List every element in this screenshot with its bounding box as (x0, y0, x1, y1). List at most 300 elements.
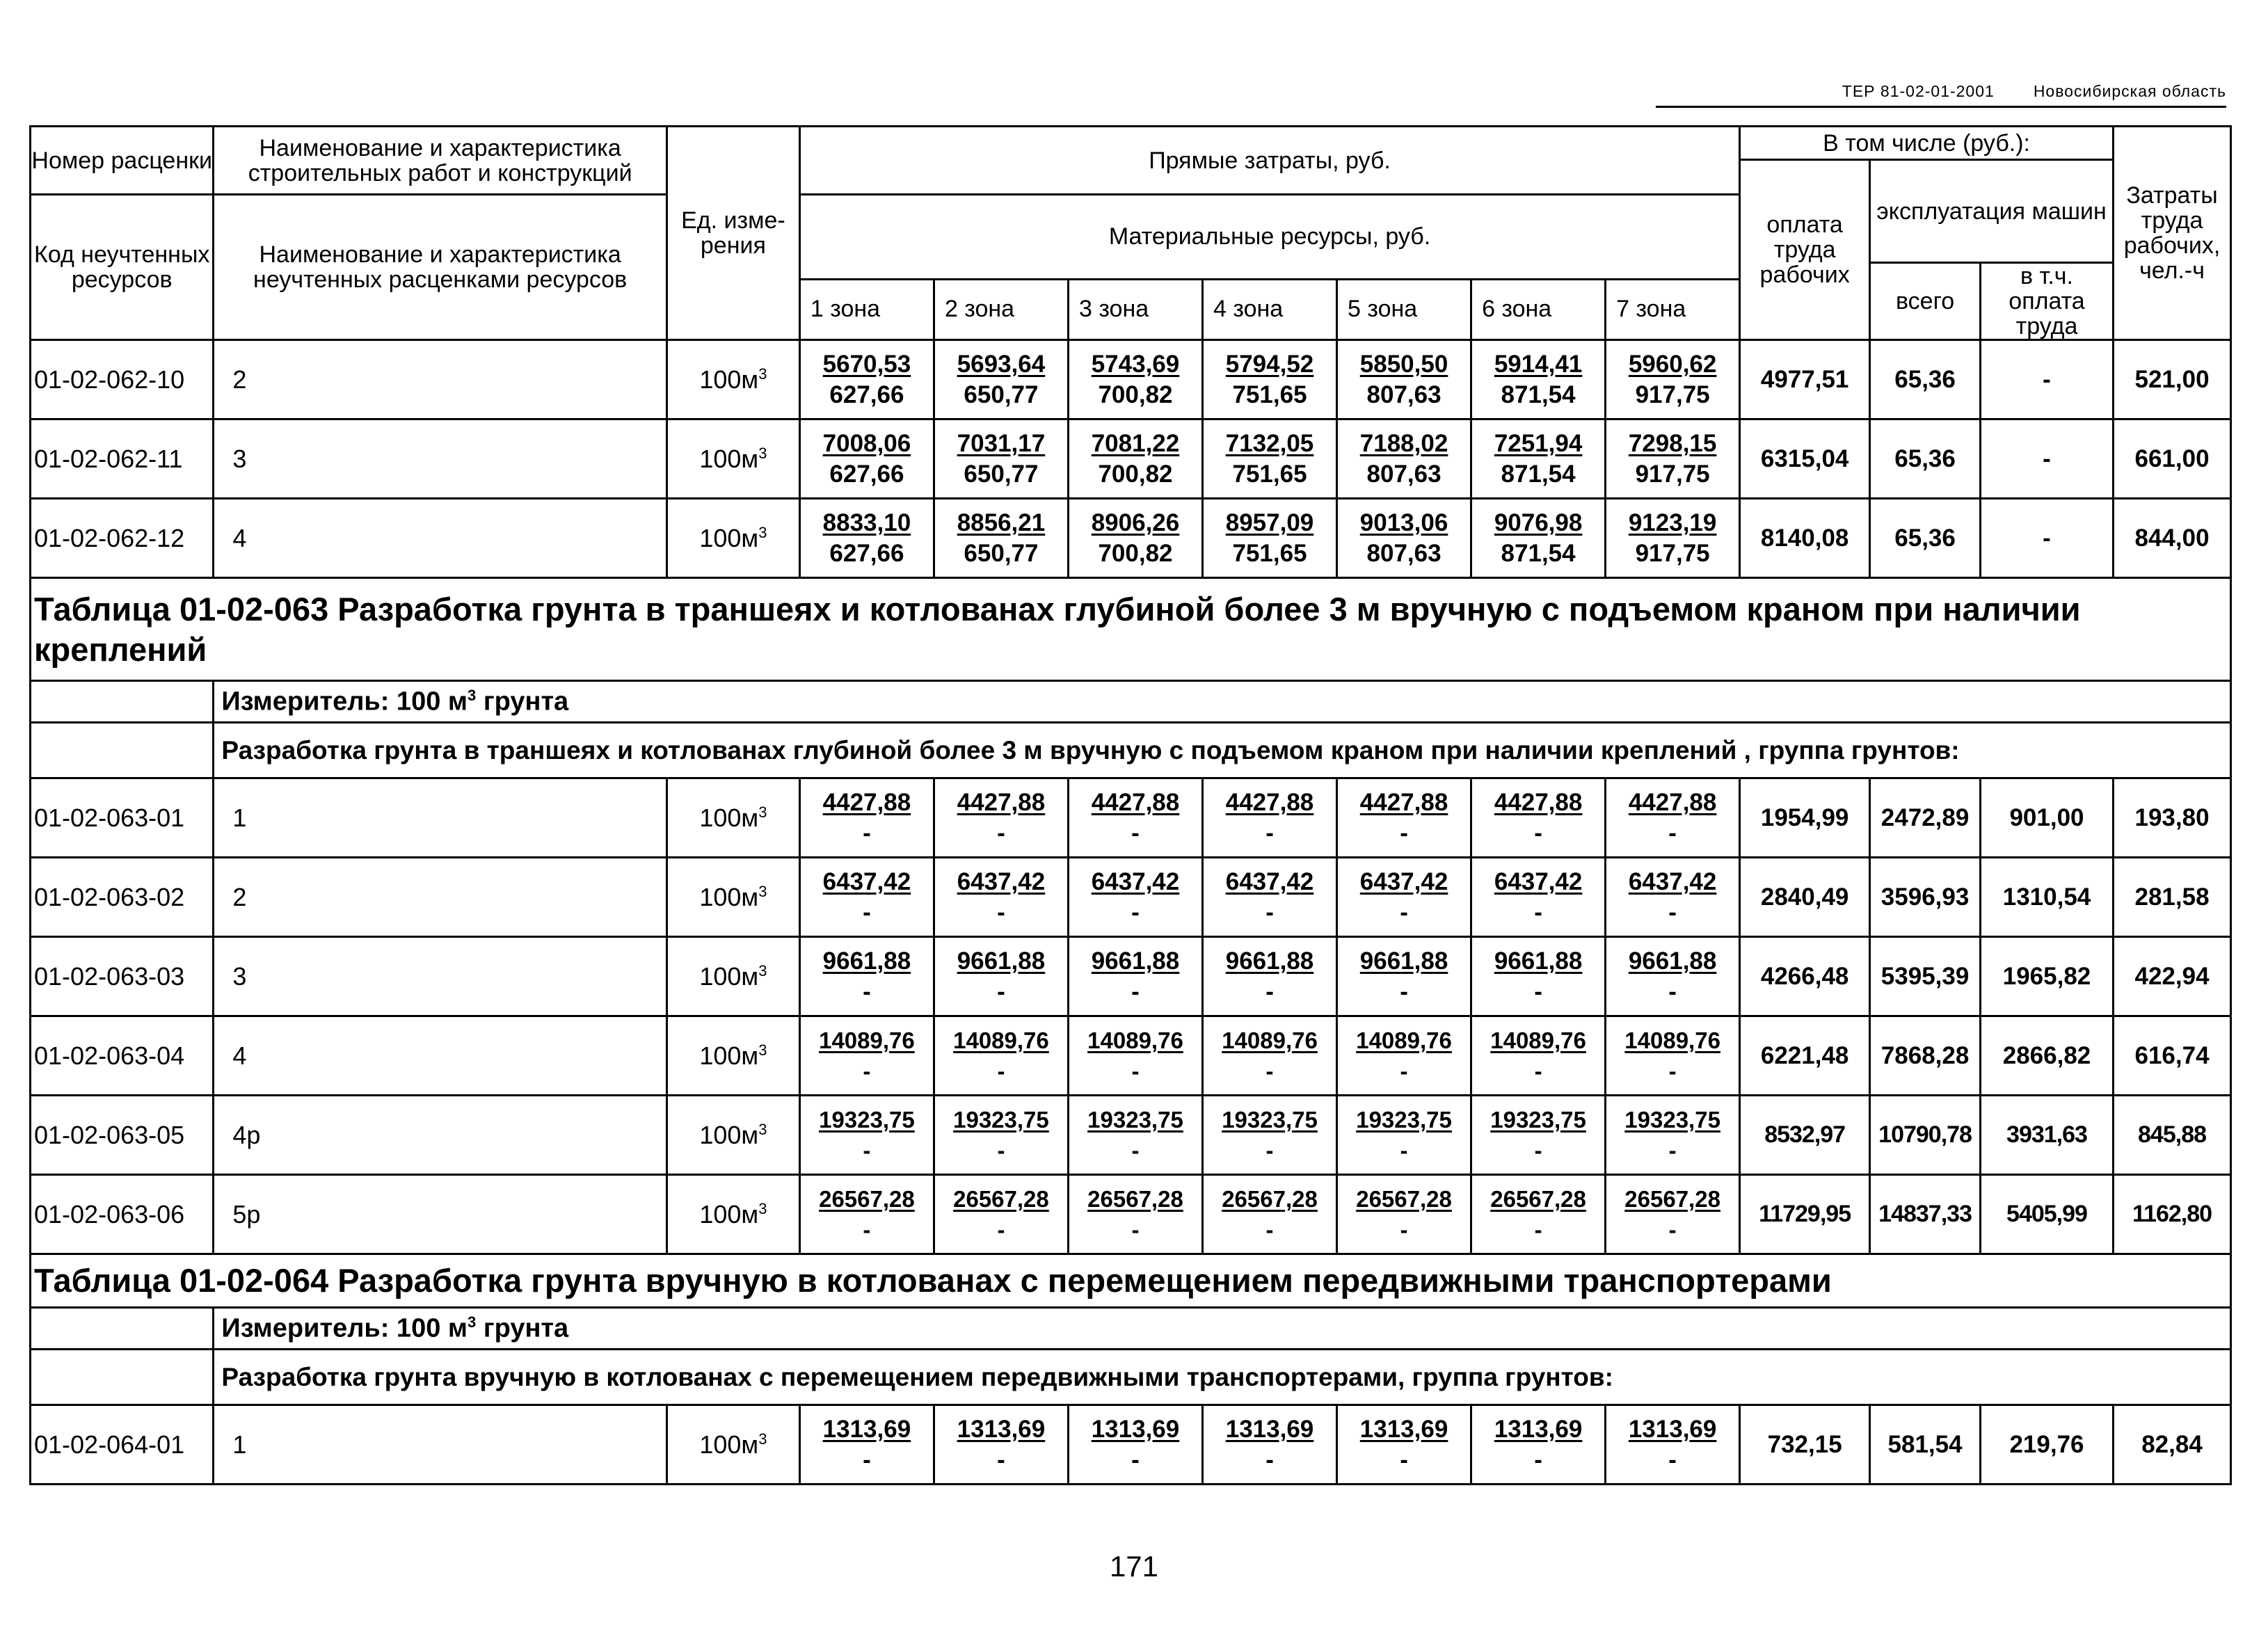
unit-text: 100м (699, 1430, 759, 1459)
table-row (31, 937, 2231, 1016)
zone-total: 19323,75 (1624, 1106, 1720, 1133)
rate-code: 01-02-063-01 (31, 778, 214, 858)
unit-text: 100м (699, 882, 759, 911)
unit-header: Ед. изме- рения (666, 127, 799, 340)
labor-pay-value: 4266,48 (1740, 937, 1870, 1016)
labor-pay-value: 11729,95 (1740, 1175, 1870, 1254)
group-subtitle: Разработка грунта вручную в котлованах с перемещением передвижными транспортерами, группа грунтов: (214, 1350, 2231, 1405)
zone-price (1471, 1405, 1606, 1485)
zone-price (1068, 340, 1202, 419)
machines-pay-value: - (1980, 419, 2113, 499)
zone-header: 2 зона (934, 279, 1068, 339)
zone-header: 3 зона (1068, 279, 1202, 339)
zone-price (1337, 778, 1471, 858)
empty-cell (31, 723, 214, 778)
zone-price (799, 778, 934, 858)
table-row (31, 1175, 2231, 1254)
zone-total: 1313,69 (1091, 1415, 1180, 1443)
zone-materials: - (1265, 1446, 1274, 1473)
zone-price (799, 1175, 934, 1254)
zone-materials: - (1131, 1057, 1140, 1084)
zone-total: 9661,88 (1091, 947, 1180, 975)
zone-price (1068, 1175, 1202, 1254)
zone-price (1068, 499, 1202, 578)
unit-text: 100м (699, 365, 759, 394)
zone-price (1068, 778, 1202, 858)
rate-code: 01-02-063-04 (31, 1016, 214, 1096)
machines-pay-value: - (1980, 340, 2113, 419)
machines-pay-value: 1310,54 (1980, 858, 2113, 937)
zone-total: 9661,88 (1225, 947, 1314, 975)
rate-unit (666, 937, 799, 1016)
machines-pay-value: 219,76 (1980, 1405, 2113, 1485)
zone-total: 19323,75 (1490, 1106, 1586, 1133)
zone-total: 6437,42 (1628, 867, 1717, 895)
zone-materials: - (1534, 1216, 1542, 1242)
zone-header: 7 зона (1606, 279, 1740, 339)
zone-materials: 700,82 (1098, 539, 1173, 567)
zone-total: 5794,52 (1225, 350, 1314, 378)
rate-code: 01-02-063-05 (31, 1096, 214, 1175)
zone-materials: - (1265, 1216, 1274, 1242)
zone-materials: - (997, 1057, 1005, 1084)
zone-total: 4427,88 (822, 788, 911, 816)
zone-materials: - (1131, 898, 1140, 926)
rate-name: 4 (214, 1016, 666, 1096)
zone-price (1068, 1096, 1202, 1175)
group-subtitle: Разработка грунта в траншеях и котлованах глубиной более 3 м вручную с подъемом краном при наличии креплений , группа грунтов: (214, 723, 2231, 778)
machine-operation-header: эксплуатация машин (1870, 160, 2114, 263)
zone-total: 6437,42 (957, 867, 1046, 895)
machines-pay-value: 2866,82 (1980, 1016, 2113, 1096)
zone-total: 26567,28 (953, 1185, 1049, 1212)
zone-total: 6437,42 (822, 867, 911, 895)
unit-exponent: 3 (758, 803, 767, 821)
zone-total: 14089,76 (1490, 1027, 1586, 1053)
machines-pay-header: в т.ч. оплата труда (1980, 263, 2113, 340)
subtitle-row (31, 723, 2231, 778)
zone-price (1203, 1016, 1337, 1096)
zone-price (799, 1016, 934, 1096)
rate-number-header: Номер расценки (31, 127, 214, 195)
zone-materials: - (1534, 1057, 1542, 1084)
zone-price (934, 858, 1068, 937)
zone-total: 26567,28 (1356, 1185, 1452, 1212)
labor-pay-value: 732,15 (1740, 1405, 1870, 1485)
zone-price (1203, 778, 1337, 858)
unit-exponent: 3 (758, 523, 767, 541)
machines-total-value: 2472,89 (1870, 778, 1981, 858)
meter-row (31, 681, 2231, 723)
region-name: Новосибирская область (2033, 82, 2226, 100)
zone-materials: - (1400, 819, 1408, 847)
zone-materials: - (1400, 1446, 1408, 1473)
rate-code: 01-02-064-01 (31, 1405, 214, 1485)
zone-price (1203, 858, 1337, 937)
zone-materials: - (997, 1216, 1005, 1242)
zone-materials: - (1668, 898, 1677, 926)
zone-materials: - (863, 1446, 871, 1473)
zone-total: 8833,10 (822, 509, 911, 536)
zone-price (1471, 778, 1606, 858)
rate-unit (666, 778, 799, 858)
including-header: В том числе (руб.): (1740, 127, 2114, 160)
work-name-header: Наименование и характеристика строительных работ и конструкций (214, 127, 666, 195)
rate-unit (666, 1175, 799, 1254)
meter-exponent: 3 (468, 1313, 477, 1331)
zone-materials: 917,75 (1635, 460, 1710, 488)
zone-materials: 871,54 (1501, 539, 1576, 567)
table-row (31, 499, 2231, 578)
zone-total: 4427,88 (1494, 788, 1583, 816)
labor-pay-value: 1954,99 (1740, 778, 1870, 858)
zone-materials: 700,82 (1098, 381, 1173, 408)
zone-price (1606, 937, 1740, 1016)
zone-materials: - (863, 1057, 871, 1084)
labor-pay-value: 4977,51 (1740, 340, 1870, 419)
table-row (31, 1405, 2231, 1485)
zone-total: 26567,28 (1490, 1185, 1586, 1212)
rate-code: 01-02-062-10 (31, 340, 214, 419)
zone-materials: 807,63 (1366, 539, 1442, 567)
zone-total: 19323,75 (1087, 1106, 1183, 1133)
unit-text: 100м (699, 523, 759, 552)
machines-pay-value: 901,00 (1980, 778, 2113, 858)
table-title: Таблица 01-02-064 Разработка грунта вручную в котлованах с перемещением передвижными транспортерами (31, 1254, 2231, 1308)
rate-name: 4 (214, 499, 666, 578)
zone-total: 5850,50 (1359, 350, 1448, 378)
zone-materials: - (1265, 977, 1274, 1005)
zone-total: 1313,69 (1628, 1415, 1717, 1443)
zone-materials: - (1400, 977, 1408, 1005)
labor-hours-value: 281,58 (2114, 858, 2231, 937)
machines-total-value: 7868,28 (1870, 1016, 1981, 1096)
labor-hours-value: 422,94 (2114, 937, 2231, 1016)
zone-materials: 627,66 (829, 381, 904, 408)
zone-price (1606, 1016, 1740, 1096)
zone-price (799, 858, 934, 937)
zone-total: 6437,42 (1091, 867, 1180, 895)
zone-total: 8856,21 (957, 509, 1046, 536)
zone-price (1337, 1175, 1471, 1254)
zone-total: 1313,69 (957, 1415, 1046, 1443)
zone-price (1337, 1016, 1471, 1096)
zone-materials: - (1131, 1216, 1140, 1242)
zone-total: 1313,69 (1359, 1415, 1448, 1443)
zone-price (934, 419, 1068, 499)
zone-header: 5 зона (1337, 279, 1471, 339)
rate-name: 3 (214, 419, 666, 499)
zone-materials: - (1668, 1137, 1677, 1163)
unit-exponent: 3 (758, 444, 767, 462)
zone-price (1068, 858, 1202, 937)
zone-price (934, 1096, 1068, 1175)
zone-price (1471, 419, 1606, 499)
resource-code-header: Код неучтенных ресурсов (31, 195, 214, 340)
zone-materials: 627,66 (829, 539, 904, 567)
table-row (31, 1096, 2231, 1175)
zone-total: 14089,76 (1356, 1027, 1452, 1053)
zone-total: 5960,62 (1628, 350, 1717, 378)
zone-materials: - (1400, 1216, 1408, 1242)
zone-price (1337, 419, 1471, 499)
page-number: 171 (1109, 1550, 1159, 1583)
rate-unit (666, 499, 799, 578)
labor-hours-value: 844,00 (2114, 499, 2231, 578)
zone-total: 7188,02 (1359, 429, 1448, 457)
zone-total: 8906,26 (1091, 509, 1180, 536)
zone-price (1068, 1016, 1202, 1096)
zone-price (1606, 340, 1740, 419)
zone-materials: - (1668, 977, 1677, 1005)
zone-materials: 751,65 (1232, 460, 1307, 488)
machines-total-value: 65,36 (1870, 340, 1981, 419)
zone-materials: - (997, 898, 1005, 926)
labor-pay-header: оплата труда рабочих (1740, 160, 1870, 340)
table-row (31, 778, 2231, 858)
zone-price (1471, 340, 1606, 419)
zone-price (1203, 340, 1337, 419)
unit-text: 100м (699, 444, 759, 473)
zone-materials: - (1534, 819, 1542, 847)
zone-materials: - (1534, 977, 1542, 1005)
zone-total: 26567,28 (1087, 1185, 1183, 1212)
unit-exponent: 3 (758, 1430, 767, 1448)
zone-materials: 751,65 (1232, 381, 1307, 408)
resource-name-header: Наименование и характеристика неучтенных расценками ресурсов (214, 195, 666, 340)
zone-total: 7008,06 (822, 429, 911, 457)
labor-hours-value: 1162,80 (2114, 1175, 2231, 1254)
zone-price (1471, 1175, 1606, 1254)
labor-pay-value: 8532,97 (1740, 1096, 1870, 1175)
zone-price (1068, 1405, 1202, 1485)
zone-price (1203, 1096, 1337, 1175)
machines-pay-value: 5405,99 (1980, 1175, 2113, 1254)
rate-unit (666, 1405, 799, 1485)
zone-price (1471, 937, 1606, 1016)
zone-price (1471, 1096, 1606, 1175)
zone-total: 7132,05 (1225, 429, 1314, 457)
zone-total: 9661,88 (1628, 947, 1717, 975)
table-row (31, 858, 2231, 937)
zone-price (934, 499, 1068, 578)
zone-total: 7031,17 (957, 429, 1046, 457)
zone-total: 4427,88 (1225, 788, 1314, 816)
subtitle-row (31, 1350, 2231, 1405)
document-code: ТЕР 81-02-01-2001 (1842, 82, 1995, 100)
zone-materials: - (1265, 898, 1274, 926)
zone-materials: - (1265, 1137, 1274, 1163)
zone-price (1203, 937, 1337, 1016)
zone-total: 7298,15 (1628, 429, 1717, 457)
zone-materials: - (1668, 1216, 1677, 1242)
labor-hours-value: 661,00 (2114, 419, 2231, 499)
zone-materials: - (1668, 819, 1677, 847)
labor-hours-value: 193,80 (2114, 778, 2231, 858)
zone-materials: - (1534, 1446, 1542, 1473)
meter-text (214, 681, 2231, 723)
zone-total: 9123,19 (1628, 509, 1717, 536)
zone-total: 26567,28 (1222, 1185, 1318, 1212)
unit-text: 100м (699, 961, 759, 991)
labor-hours-value: 521,00 (2114, 340, 2231, 419)
labor-hours-value: 616,74 (2114, 1016, 2231, 1096)
zone-materials: - (1131, 1446, 1140, 1473)
empty-cell (31, 1350, 214, 1405)
zone-total: 4427,88 (1628, 788, 1717, 816)
rate-name: 2 (214, 340, 666, 419)
zone-price (1606, 778, 1740, 858)
zone-total: 1313,69 (1225, 1415, 1314, 1443)
zone-materials: 627,66 (829, 460, 904, 488)
zone-total: 9661,88 (957, 947, 1046, 975)
machines-total-value: 65,36 (1870, 419, 1981, 499)
zone-materials: 650,77 (964, 460, 1039, 488)
zone-price (799, 499, 934, 578)
zone-materials: - (863, 977, 871, 1005)
unit-text: 100м (699, 1120, 759, 1149)
unit-exponent: 3 (758, 1199, 767, 1217)
zone-materials: 917,75 (1635, 381, 1710, 408)
zone-materials: 650,77 (964, 539, 1039, 567)
rates-table (29, 125, 2232, 1485)
zone-price (1068, 419, 1202, 499)
zone-total: 14089,76 (1624, 1027, 1720, 1053)
table-row (31, 340, 2231, 419)
machines-total-value: 10790,78 (1870, 1096, 1981, 1175)
direct-costs-header: Прямые затраты, руб. (799, 127, 1739, 195)
zone-total: 19323,75 (1356, 1106, 1452, 1133)
zone-materials: - (1131, 819, 1140, 847)
rate-unit (666, 1016, 799, 1096)
zone-total: 14089,76 (1087, 1027, 1183, 1053)
zone-price (799, 937, 934, 1016)
meter-row (31, 1308, 2231, 1350)
zone-total: 5914,41 (1494, 350, 1583, 378)
labor-costs-header: Затраты труда рабочих, чел.-ч (2114, 127, 2231, 340)
zone-materials: - (1534, 1137, 1542, 1163)
zone-price (934, 1405, 1068, 1485)
zone-total: 14089,76 (953, 1027, 1049, 1053)
zone-total: 9661,88 (1494, 947, 1583, 975)
zone-price (799, 1405, 934, 1485)
zone-total: 8957,09 (1225, 509, 1314, 536)
zone-materials: - (1131, 1137, 1140, 1163)
table-row (31, 1016, 2231, 1096)
rate-name: 1 (214, 1405, 666, 1485)
machines-total-value: 65,36 (1870, 499, 1981, 578)
zone-materials: - (1265, 1057, 1274, 1084)
rate-unit (666, 419, 799, 499)
unit-exponent: 3 (758, 961, 767, 979)
zone-total: 19323,75 (819, 1106, 915, 1133)
zone-price (799, 340, 934, 419)
zone-price (1606, 1096, 1740, 1175)
zone-header: 1 зона (799, 279, 934, 339)
zone-price (1471, 1016, 1606, 1096)
zone-total: 6437,42 (1359, 867, 1448, 895)
zone-price (1606, 1405, 1740, 1485)
zone-price (1068, 937, 1202, 1016)
zone-total: 6437,42 (1225, 867, 1314, 895)
rate-code: 01-02-063-03 (31, 937, 214, 1016)
zone-price (1337, 499, 1471, 578)
meter-text (214, 1308, 2231, 1350)
zone-price (934, 1016, 1068, 1096)
zone-total: 9013,06 (1359, 509, 1448, 536)
zone-total: 4427,88 (1359, 788, 1448, 816)
zone-materials: - (1534, 898, 1542, 926)
rate-unit (666, 1096, 799, 1175)
zone-price (799, 1096, 934, 1175)
zone-materials: 751,65 (1232, 539, 1307, 567)
zone-total: 26567,28 (1624, 1185, 1720, 1212)
zone-price (1337, 340, 1471, 419)
zone-materials: - (1131, 977, 1140, 1005)
unit-text: 100м (699, 1041, 759, 1070)
zone-price (1337, 1096, 1471, 1175)
zone-total: 4427,88 (1091, 788, 1180, 816)
machines-pay-value: - (1980, 499, 2113, 578)
rate-code: 01-02-063-06 (31, 1175, 214, 1254)
unit-text: 100м (699, 803, 759, 832)
labor-hours-value: 845,88 (2114, 1096, 2231, 1175)
zone-total: 19323,75 (953, 1106, 1049, 1133)
zone-total: 1313,69 (1494, 1415, 1583, 1443)
zone-header: 6 зона (1471, 279, 1606, 339)
rate-name: 4р (214, 1096, 666, 1175)
meter-prefix: Измеритель: 100 м (221, 1313, 468, 1343)
zone-materials: - (997, 1137, 1005, 1163)
zone-price (1337, 1405, 1471, 1485)
machines-pay-value: 3931,63 (1980, 1096, 2113, 1175)
zone-materials: 871,54 (1501, 460, 1576, 488)
labor-pay-value: 2840,49 (1740, 858, 1870, 937)
machines-total-header: всего (1870, 263, 1981, 340)
table-title: Таблица 01-02-063 Разработка грунта в траншеях и котлованах глубиной более 3 м вручную с подъемом краном при наличии креплений (31, 578, 2231, 681)
zone-total: 7251,94 (1494, 429, 1583, 457)
zone-materials: - (1400, 1057, 1408, 1084)
zone-price (1203, 1175, 1337, 1254)
zone-total: 9076,98 (1494, 509, 1583, 536)
zone-price (934, 937, 1068, 1016)
zone-total: 1313,69 (822, 1415, 911, 1443)
zone-header: 4 зона (1203, 279, 1337, 339)
zone-materials: - (1400, 898, 1408, 926)
machines-total-value: 5395,39 (1870, 937, 1981, 1016)
running-header (1656, 82, 2226, 108)
unit-exponent: 3 (758, 1041, 767, 1059)
zone-price (1606, 858, 1740, 937)
rate-code: 01-02-063-02 (31, 858, 214, 937)
zone-materials: - (863, 1137, 871, 1163)
labor-pay-value: 8140,08 (1740, 499, 1870, 578)
table-title-row (31, 1254, 2231, 1308)
zone-total: 14089,76 (1222, 1027, 1318, 1053)
zone-total: 6437,42 (1494, 867, 1583, 895)
unit-exponent: 3 (758, 365, 767, 383)
zone-price (934, 1175, 1068, 1254)
zone-price (1203, 1405, 1337, 1485)
zone-materials: 700,82 (1098, 460, 1173, 488)
zone-total: 14089,76 (819, 1027, 915, 1053)
table-row (31, 419, 2231, 499)
zone-total: 9661,88 (1359, 947, 1448, 975)
zone-materials: 871,54 (1501, 381, 1576, 408)
rate-name: 5р (214, 1175, 666, 1254)
zone-materials: - (1668, 1446, 1677, 1473)
zone-total: 26567,28 (819, 1185, 915, 1212)
